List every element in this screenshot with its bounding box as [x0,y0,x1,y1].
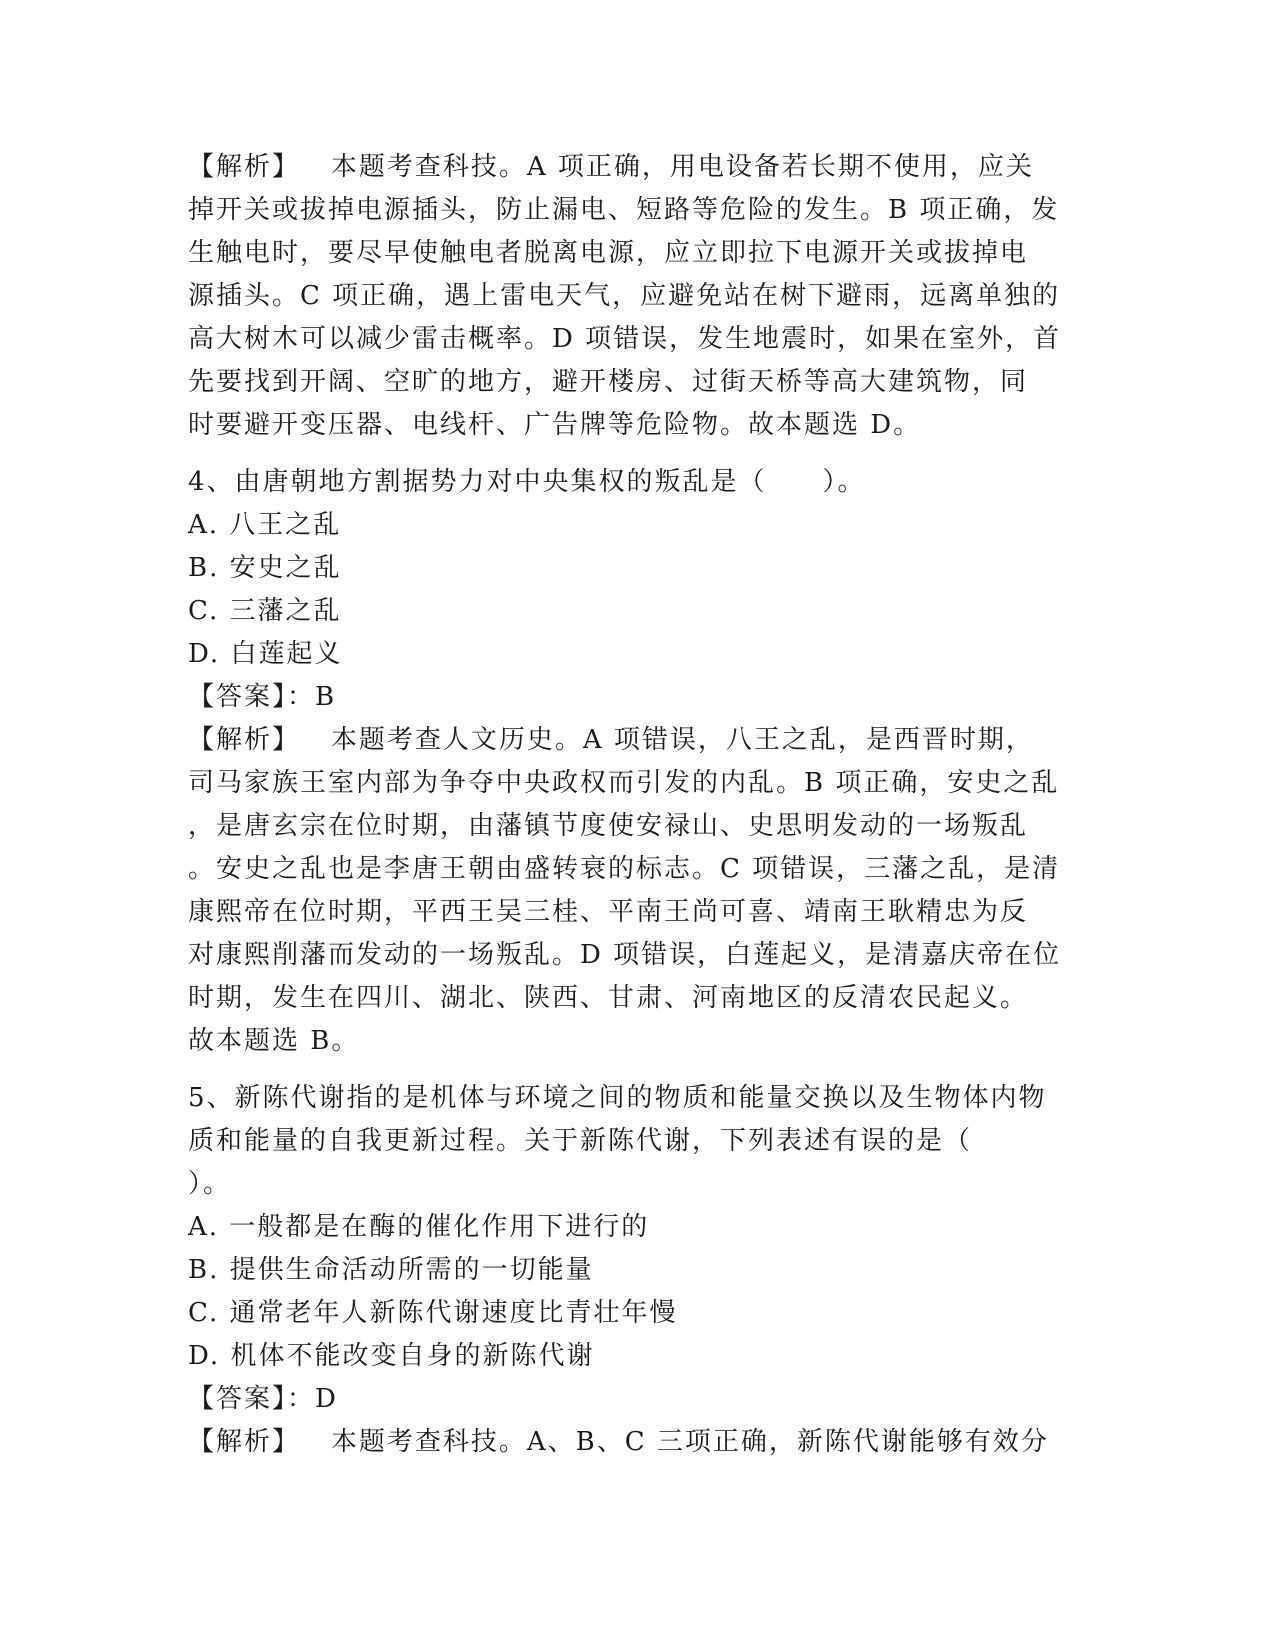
analysis-label: 【解析】 [188,1427,301,1457]
analysis-text: 源插头。C 项正确，遇上雷电天气，应避免站在树下避雨，远离单独的 [188,281,1061,311]
analysis-text: 生触电时，要尽早使触电者脱离电源，应立即拉下电源开关或拔掉电 [188,238,1029,268]
option-b: B. 提供生命活动所需的一切能量 [188,1255,594,1285]
analysis-label: 【解析】 [188,152,301,182]
analysis-label: 【解析】 [188,725,301,755]
q5-analysis-line-1 [188,1421,1088,1464]
answer-value: D [315,1384,338,1414]
analysis-text: 故本题选 B。 [188,1026,360,1056]
analysis-text: 本题考查人文历史。A 项错误，八王之乱，是西晋时期， [330,725,1034,755]
document-page [188,146,1088,1464]
question-text: 4、由唐朝地方割据势力对中央集权的叛乱是（ ）。 [188,467,866,497]
q3-analysis [188,146,1088,447]
question-5 [188,1077,1088,1464]
answer-line [188,1378,1088,1421]
analysis-text: 。安史之乱也是李唐王朝由盛转衰的标志。C 项错误，三藩之乱，是清 [188,854,1061,884]
question-text: 5、新陈代谢指的是机体与环境之间的物质和能量交换以及生物体内物 [188,1083,1047,1113]
option-c: C. 三藩之乱 [188,596,342,626]
option-b: B. 安史之乱 [188,553,342,583]
question-4 [188,461,1088,1063]
analysis-text: 司马家族王室内部为争夺中央政权而引发的内乱。B 项正确，安史之乱 [188,768,1060,798]
analysis-text: 掉开关或拔掉电源插头，防止漏电、短路等危险的发生。B 项正确，发 [188,195,1060,225]
analysis-text: 先要找到开阔、空旷的地方，避开楼房、过街天桥等高大建筑物，同 [188,367,1029,397]
question-text: 质和能量的自我更新过程。关于新陈代谢，下列表述有误的是（ [188,1126,973,1156]
analysis-text: 时期，发生在四川、湖北、陕西、甘肃、河南地区的反清农民起义。 [188,983,1029,1013]
option-c: C. 通常老年人新陈代谢速度比青壮年慢 [188,1298,678,1328]
answer-value: B [315,682,337,712]
answer-line [188,676,1088,719]
answer-label: 【答案】： [188,1384,316,1414]
option-a: A. 一般都是在酶的催化作用下进行的 [188,1212,650,1242]
option-d: D. 白莲起义 [188,639,343,669]
option-d: D. 机体不能改变自身的新陈代谢 [188,1341,595,1371]
analysis-text: 高大树木可以减少雷击概率。D 项错误，发生地震时，如果在室外，首 [188,324,1062,354]
answer-label: 【答案】： [188,682,316,712]
option-a: A. 八王之乱 [188,510,342,540]
q4-analysis-line-1 [188,719,1088,762]
q3-analysis-line-1 [188,146,1088,189]
analysis-text: 本题考查科技。A 项正确，用电设备若长期不使用，应关 [330,152,1034,182]
analysis-text: 对康熙削藩而发动的一场叛乱。D 项错误，白莲起义，是清嘉庆帝在位 [188,940,1062,970]
analysis-text: ，是唐玄宗在位时期，由藩镇节度使安禄山、史思明发动的一场叛乱 [188,811,1029,841]
analysis-text: 时要避开变压器、电线杆、广告牌等危险物。故本题选 D。 [188,410,922,440]
analysis-text: 本题考查科技。A、B、C 三项正确，新陈代谢能够有效分 [330,1427,1049,1457]
analysis-text: 康熙帝在位时期，平西王吴三桂、平南王尚可喜、靖南王耿精忠为反 [188,897,1029,927]
question-text: ）。 [188,1169,232,1199]
